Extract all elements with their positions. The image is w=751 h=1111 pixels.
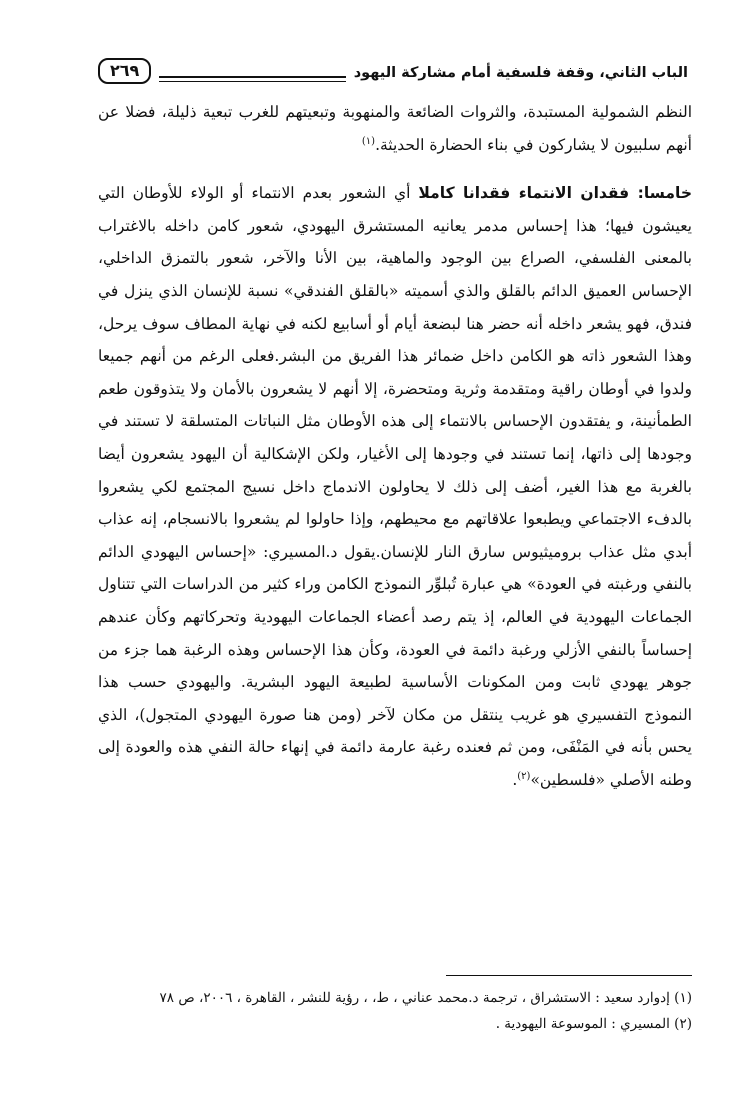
section-lead: خامسا: فقدان الانتماء فقدانا كاملا <box>418 184 692 203</box>
footnote: (١) إدوارد سعيد : الاستشراق ، ترجمة د.محمد عناني ، ط، ، رؤية للنشر ، القاهرة ، ٢٠٠٦، ص ٧٨ <box>159 990 692 1006</box>
footnotes <box>98 985 692 1037</box>
footnote-divider <box>446 975 692 976</box>
page-header <box>98 52 688 84</box>
paragraph <box>98 96 692 161</box>
paragraph <box>98 177 692 796</box>
footnote: (٢) المسيري : الموسوعة اليهودية . <box>495 1016 692 1032</box>
running-title: الباب الثاني، وقفة فلسفية أمام مشاركة اليهود <box>353 65 688 81</box>
footnote-ref[interactable]: (٢) <box>517 770 531 782</box>
header-rule <box>159 76 345 78</box>
footnote-ref[interactable]: (١) <box>361 135 376 147</box>
paragraph-text: النظم الشمولية المستبدة، والثروات الضائعة والمنهوبة وتبعيتهم للغرب تبعية ذليلة، فضلا عن أنهم سلبيون لا يشاركون في بناء الحضارة الحديثة. <box>98 103 692 154</box>
body-text <box>98 96 692 796</box>
paragraph-text: أي الشعور بعدم الانتماء أو الولاء للأوطان التي يعيشون فيها؛ هذا إحساس مدمر يعانيه المستشرق اليهودي، شعور كامن داخله بالاغتراب بالمعنى الفلسفي، الصراع بين الوجود والماهية، بين الأنا والآخر، شعور بالتمزق الداخلي، الإحساس العميق الدائم بالقلق والذي أسميته «بالقلق الفندقي» نسبة للإنسان الذي ينزل في فندق، فهو يشعر داخله أنه حضر هنا لبضعة أيام أو أسابيع لكنه في نهاية المطاف سوف يرحل، وهذا الشعور ذاته هو الكامن داخل ضمائر هذا الفريق من البشر.فعلى الرغم من أنهم جميعا ولدوا في أوطان راقية ومتقدمة وثرية ومتحضرة، إلا أنهم لا يشعرون بالأمان ولا يتذوقون طعم الطمأنينة، و يفتقدون الإحساس بالانتماء إلى هذه الأوطان مثل النباتات المتسلقة لا تستند في وجودها إلى ذاتها، إنما تستند في وجودها إلى الأغيار، ولكن الإشكالية أن اليهود يشعرون أيضا بالغربة مع هذا الغير، أضف إلى ذلك لا يحاولون الاندماج داخل نسيج المجتمع لكي يشعروا بالدفء الاجتماعي ويطبعوا علاقاتهم مع محيطهم، وإذا حاولوا لم يشعروا بالانسجام، إنه عذاب أبدي مثل عذاب بروميثيوس سارق النار للإنسان.يقول د.المسيري: «إحساس اليهودي الدائم بالنفي ورغبته في العودة» هي عبارة تُبلوِّر النموذج الكامن وراء كثير من الدراسات التي تتناول الجماعات اليهودية في العالم، إذ يتم رصد أعضاء الجماعات اليهودية وتحركاتهم وكأن عندهم إحساساً بالنفي الأزلي ورغبة دائمة في العودة، وكأن هذا الإحساس وهذه الرغبة هما جزء من جوهر يهودي ثابت ومن المكونات الأساسية لطبيعة اليهود البشرية. واليهودي حسب هذا النموذج التفسيري هو غريب ينتقل من مكان لآخر (ومن هنا صورة اليهودي المتجول)، الذي يحس بأنه في المَنْفَى، ومن ثم فعنده رغبة عارمة دائمة في إنهاء حالة النفي هذه والعودة إلى وطنه الأصلي «فلسطين» <box>98 184 692 789</box>
page-number: ٢٦٩ <box>98 58 151 84</box>
paragraph-end: . <box>512 770 518 789</box>
